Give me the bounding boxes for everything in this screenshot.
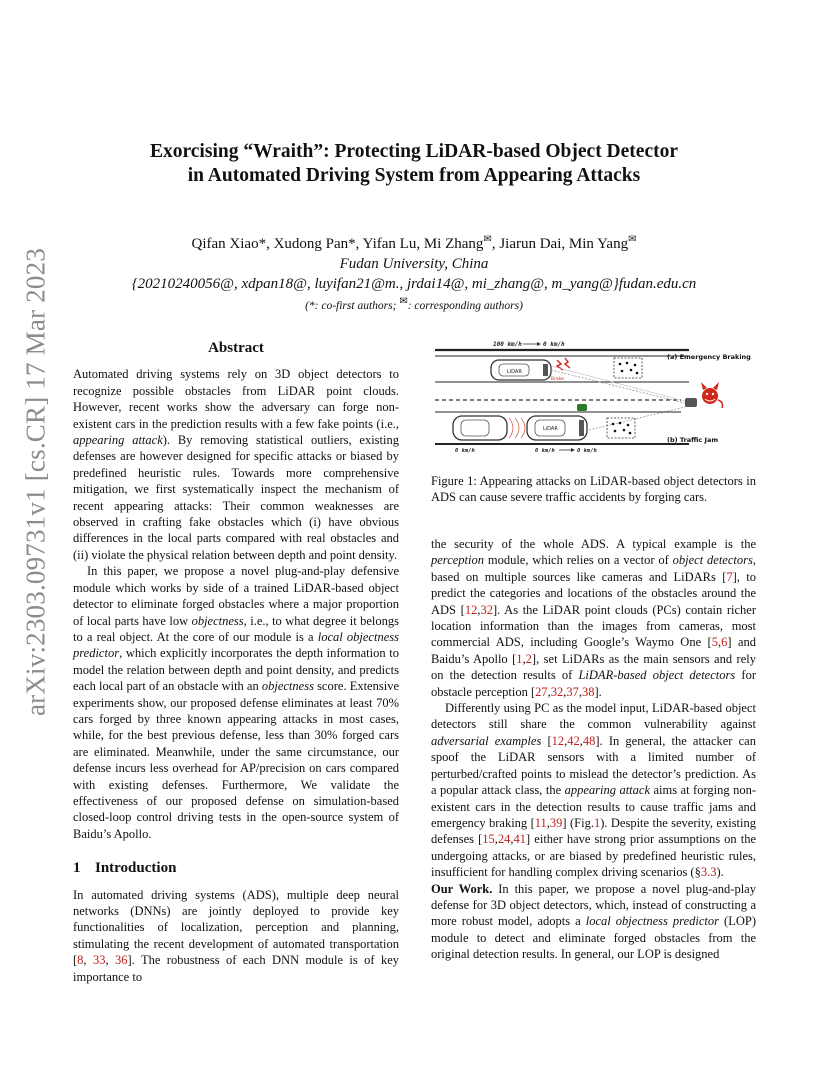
citation-link[interactable]: 8 [77, 953, 84, 968]
abstract-paragraph-1: Automated driving systems rely on 3D object detectors to recognize possible obstacles from LiDAR point clouds. However, recent works show the adversary can forge non-existent cars in the prediction results with a few fake points (i.e., appearing attack). By removing statistical outliers, existing defenses are however designed for specific attacks or biased by predefined heuristic rules. Towards more comprehensive mitigation, we first systematically inspect the mechanism of recent appearing attacks: Their common weaknesses are observed in crafting fake obstacles which (i) have obvious differences in the local parts compared with real obstacles and (ii) violate the physical relation between depth and point density. [73, 367, 399, 562]
citation-link[interactable]: 6 [721, 635, 728, 650]
laser-beam [551, 370, 689, 404]
section-reference-link[interactable]: 3.3 [700, 865, 717, 880]
text-run: [ [541, 733, 552, 748]
point [630, 369, 633, 372]
label-traffic-jam: (b) Traffic Jam [667, 436, 719, 444]
citation-link[interactable]: 36 [114, 953, 128, 968]
author-list-a: Qifan Xiao*, Xudong Pan*, Yifan Lu, Mi Zhang [191, 236, 484, 252]
emphasis-text: adversarial examples [431, 733, 542, 748]
author-note-pre: (*: co-first authors; [305, 299, 400, 312]
citation-link[interactable]: 2 [525, 651, 532, 666]
arxiv-id-text: arXiv:2303.09731v1 [cs.CR] 17 Mar 2023 [20, 247, 51, 717]
abstract-heading: Abstract [208, 340, 264, 356]
collision-mark [509, 418, 525, 438]
citation-link[interactable]: 12 [551, 733, 565, 748]
envelope-icon: ✉ [399, 296, 408, 307]
forged-points-box [607, 418, 635, 438]
section-number: 1 [73, 860, 81, 877]
emphasis-text: perception [431, 553, 484, 568]
text-run: ] either have strong prior assumptions on the undergoing attacks, or are biased by predefined heuristic rules, insufficient for handling complex driving scenarios (§ [431, 832, 757, 880]
text-run: ]. [594, 684, 602, 699]
figure-caption: Figure 1: Appearing attacks on LiDAR-based object detectors in ADS can cause severe traffic accidents by forging cars. [431, 474, 756, 505]
figure-reference-link[interactable]: 1 [593, 815, 601, 830]
author-names [80, 230, 748, 254]
citation-link[interactable]: 32 [550, 684, 564, 699]
devil-horn [713, 382, 719, 390]
citation-link[interactable]: 33 [92, 953, 106, 968]
author-note [80, 294, 748, 314]
citation-link[interactable]: 1 [516, 651, 523, 666]
brake-label: Brake [551, 377, 564, 382]
our-work-paragraph [431, 881, 756, 963]
affiliation: Fudan University, China [339, 256, 489, 272]
text-run: ], to predict the categories and locations of the obstacles around the ADS [ [431, 569, 756, 617]
arxiv-identifier[interactable] [16, 247, 56, 717]
citation-link[interactable]: 38 [582, 684, 595, 699]
point [636, 372, 639, 375]
intro-text-a: In automated driving systems (ADS), multiple deep neural networks (DNNs) are jointly deployed to provide key functionalities of localization, perception and planning, stimulating the recent development of automated transportation [ [73, 887, 399, 968]
intro-paragraph-2: Differently using PC as the model input, LiDAR-based object detectors still share the common vulnerability against adversarial examples [12,42,48]. In general, the attacker can spoof the LiDAR sensors with a limited number of perturbed/crafted points to mislead the detector’s prediction. As a popular attack class, the appearing attack aims at forging non-existent cars in the detection results to cause traffic jams and emergency braking [11,39] (Fig.1). Despite the severity, existing defenses [15,24,41] either have strong prior assumptions on the undergoing attacks, or are biased by predefined heuristic rules, insufficient for handling complex driving scenarios (§3.3). [431, 701, 757, 880]
citation-link[interactable]: 15 [482, 832, 495, 847]
spoofing-device [685, 398, 697, 407]
author-list-b: , Jiarun Dai, Min Yang [491, 236, 629, 252]
section-heading-introduction [73, 860, 399, 876]
speed-label-bottom-1: 0 km/h [455, 448, 475, 454]
speed-label-top-from: 100 km/h [493, 341, 522, 348]
devil-eye [706, 393, 708, 395]
text-run: (LOP) module to detect and eliminate forged obstacles from the original detection results. In general, our LOP is designed [431, 914, 756, 962]
abstract-paragraph-2: In this paper, we propose a novel plug-and-play defensive module which works by side of a trained LiDAR-based object detector to eliminate forged obstacles where a major proportion of local parts have low objectness, i.e., to what degree it belongs to a real object. At the core of our module is a local objectness predictor, which explicitly incorporates the depth information to model the relation between depth and point density, and predicts each local part of an obstacle with an objectness score. Extensive experiments show, our proposed defense eliminates at least 70% cars forged by three known appearing attacks in most cases, while, for the best previous defense, less than 30% forged cars are eliminated. Meanwhile, under the same circumstance, our defense incurs less overhead for AP/precision on cars compared with existing defenses. Furthermore, We validate the effectiveness of our proposed defense on simulation-based closed-loop control driving tests in the open-source system of Baidu’s Apollo. [73, 564, 399, 841]
figure-1-svg [431, 336, 756, 464]
citation-link[interactable]: 42 [567, 733, 580, 748]
author-block [80, 230, 748, 314]
devil-eye [712, 393, 714, 395]
point [627, 424, 630, 427]
intro-paragraph-1: In automated driving systems (ADS), multiple deep neural networks (DNNs) are jointly deployed to provide key functionalities of localization, perception and planning, stimulating the recent development of automated transportation [8, 33, 36]. The robustness of each DNN module is of key importance to [73, 887, 400, 984]
citation-link[interactable]: 5 [711, 635, 718, 650]
citation-link[interactable]: 41 [513, 832, 527, 847]
text-run: ). Despite the severity, existing defenses [ [431, 815, 756, 847]
devil-tail [718, 400, 723, 408]
text-run: the security of the whole ADS. A typical example is the [431, 537, 756, 551]
arrow-head [571, 448, 575, 452]
point [626, 362, 629, 365]
title-line-1: Exorcising “Wraith”: Protecting LiDAR-based Object Detector [149, 141, 679, 162]
text-run: ). [716, 865, 724, 880]
devil-horn [701, 382, 707, 390]
speed-label-top-to: 0 km/h [543, 341, 565, 348]
text-run: ]. As the LiDAR point clouds (PCs) contain richer location information than the images from cameras, most commercial ADS, including Google’s Waymo One [ [431, 602, 757, 650]
emphasis-text: appearing attack [564, 783, 651, 798]
citation-link[interactable]: 32 [480, 602, 493, 617]
citation-link[interactable]: 37 [566, 684, 579, 699]
text-run: , based on multiple sources like cameras and LiDARs [ [431, 553, 756, 584]
car-window [543, 364, 548, 376]
arrow-head [537, 342, 541, 346]
intro-paragraph-continued: the security of the whole ADS. A typical example is the perception module, which relies on a vector of object detectors, based on multiple sources like cameras and LiDARs [7], to predict the categories and locations of the obstacles around the ADS [12,32]. As the LiDAR point clouds (PCs) contain richer location information than the images from cameras, most commercial ADS, including Google’s Waymo One [5,6] and Baidu’s Apollo [1,2], set LiDARs as the main sensors and rely on the detection results of LiDAR-based object detectors for obstacle perception [27,32,37,38]. [431, 537, 757, 699]
run-in-heading: Our Work. [431, 881, 493, 896]
point [619, 363, 622, 366]
lidar-label: LiDAR [507, 369, 522, 375]
laser-beam [589, 406, 689, 430]
point [621, 370, 624, 373]
laser-beam [551, 366, 689, 402]
lidar-label: LiDAR [543, 426, 558, 432]
emphasis-text: object detectors [672, 553, 753, 568]
point [629, 432, 632, 435]
point [634, 364, 637, 367]
speed-label-bottom-2-from: 0 km/h [535, 448, 555, 454]
text-run: ]. In general, the attacker can spoof the LiDAR sensors with a limited number of perturbed/crafted points to mislead the detector’s prediction. As a popular attack class, the [431, 733, 756, 798]
intro-text-b: ]. The robustness of each DNN module is of key importance to [73, 953, 400, 984]
traffic-light-icon [577, 404, 587, 411]
left-column [73, 340, 399, 985]
citation-link[interactable]: 48 [582, 733, 596, 748]
text-run: module, which relies on a vector of [484, 553, 673, 568]
car-roof [461, 420, 489, 436]
envelope-icon: ✉ [628, 234, 637, 245]
author-note-post: : corresponding authors) [407, 299, 523, 312]
emphasis-text: local objectness predictor [585, 914, 719, 929]
point [614, 430, 617, 433]
point [612, 423, 615, 426]
text-run: In this paper, we propose a novel plug-and-play defense for 3D object detectors, which, instead of constructing a more robust model, adopts a [431, 881, 756, 929]
text-run: ] (Fig. [562, 815, 594, 830]
text-run: Differently using PC as the model input, LiDAR-based object detectors still share the common vulnerability against [431, 701, 756, 732]
citation-link[interactable]: 24 [497, 832, 511, 847]
label-emergency-braking: (a) Emergency Braking [667, 353, 751, 361]
text-run: ], set LiDARs as the main sensors and rely on the detection results of [431, 651, 756, 683]
car-window [579, 420, 584, 436]
citation-link[interactable]: 39 [549, 815, 563, 830]
devil-attacker-icon [702, 388, 718, 404]
envelope-icon: ✉ [483, 234, 492, 245]
citation-link[interactable]: 12 [464, 602, 478, 617]
right-column [431, 536, 756, 963]
emphasis-text: LiDAR-based object detectors [578, 668, 736, 683]
paper-title [100, 140, 728, 188]
title-line-2: in Automated Driving System from Appearing Attacks [187, 165, 641, 186]
speed-label-bottom-2-to: 0 km/h [577, 448, 597, 454]
point [619, 422, 622, 425]
citation-link[interactable]: 11 [534, 815, 547, 830]
figure-1-illustration [431, 336, 756, 464]
citation-link[interactable]: 27 [535, 684, 548, 699]
forged-points-box [614, 358, 642, 378]
brake-icon [565, 358, 570, 368]
text-run: ] and Baidu’s Apollo [ [431, 635, 756, 666]
text-run: aims at forging non-existent cars in the detection results to cause traffic jams and emergency braking [ [431, 783, 756, 830]
citation-link[interactable]: 7 [726, 569, 733, 584]
author-emails[interactable]: {20210240056@, xdpan18@, luyifan21@m., jrdai14@, mi_zhang@, m_yang@}fudan.edu.cn [131, 276, 697, 292]
section-title: Introduction [95, 860, 177, 877]
text-run: for obstacle perception [ [431, 668, 756, 699]
point [623, 429, 626, 432]
